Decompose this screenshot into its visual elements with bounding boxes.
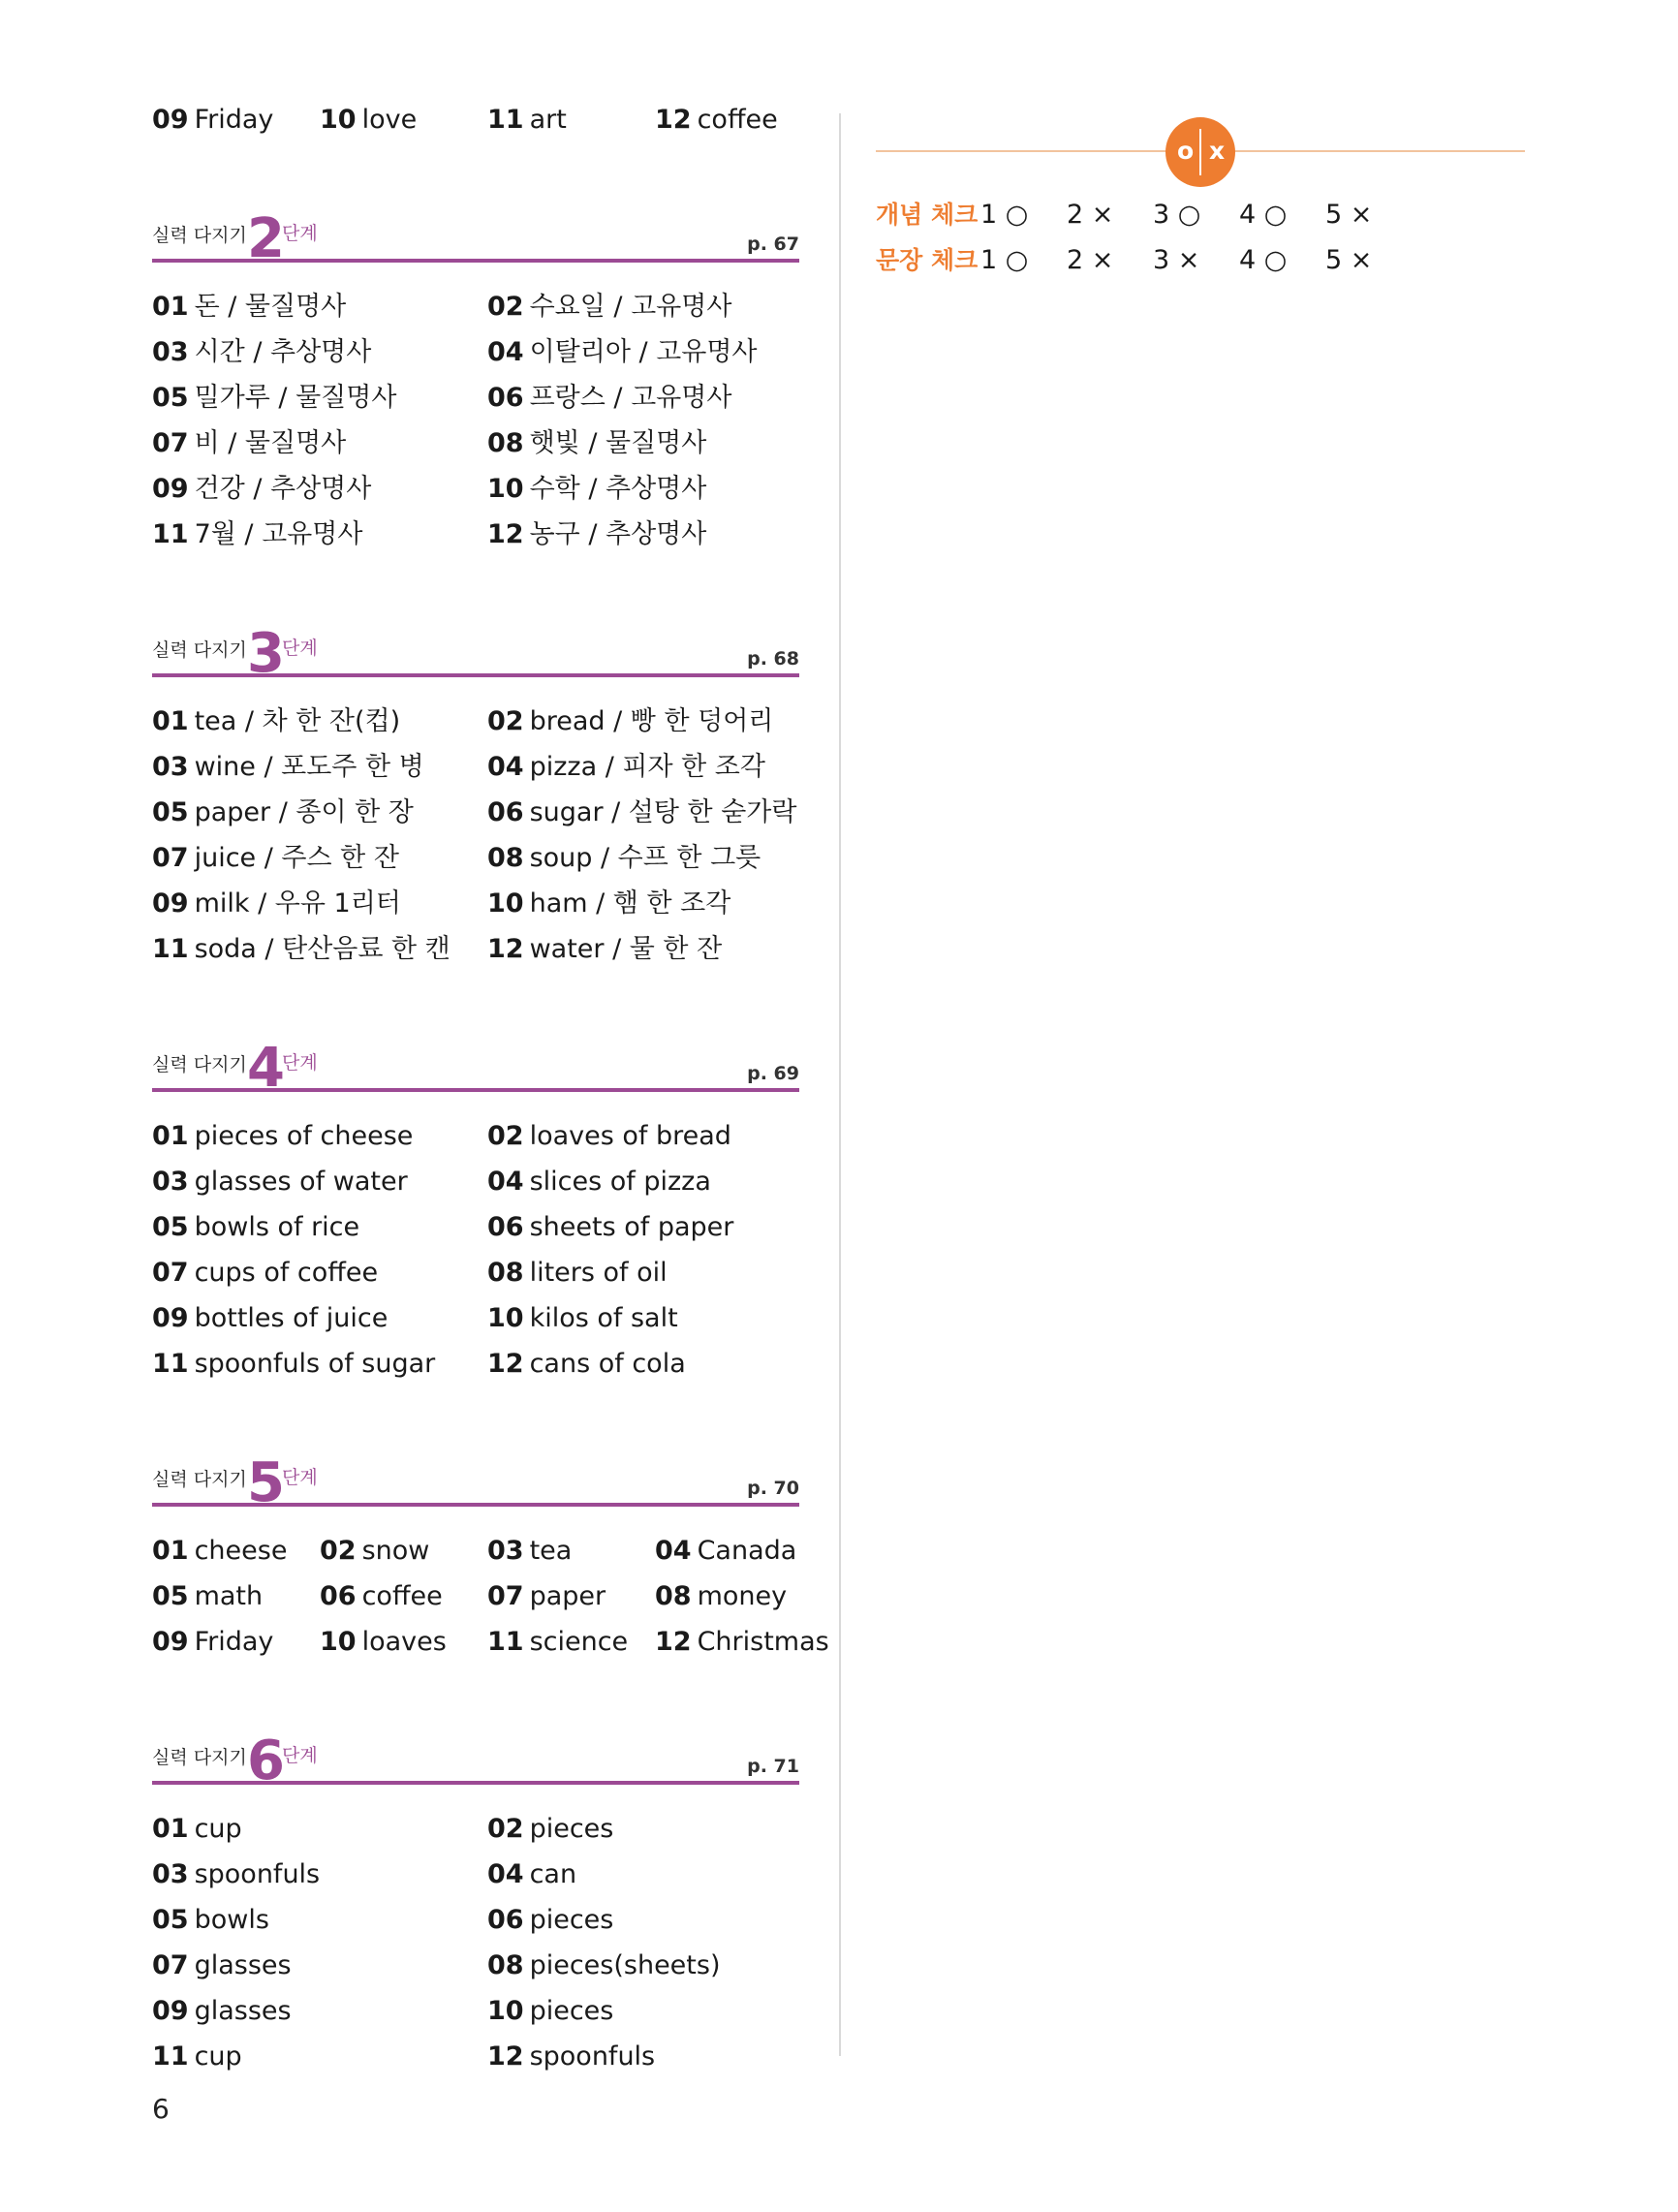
check-answer: 5 × bbox=[1325, 245, 1373, 275]
section-stage-number: 6 bbox=[247, 1729, 285, 1792]
answer-item: 12 water / 물 한 잔 bbox=[487, 934, 723, 964]
answer-item: 07 juice / 주스 한 잔 bbox=[152, 843, 399, 873]
section-unit: 단계 bbox=[282, 223, 318, 244]
answer-item: 09 Friday bbox=[152, 105, 274, 135]
answer-item: 12 coffee bbox=[655, 105, 778, 135]
answer-item: 07 비 / 물질명사 bbox=[152, 428, 347, 458]
ox-o-label: o bbox=[1177, 137, 1195, 165]
ox-divider bbox=[1199, 129, 1201, 175]
answer-item: 06 sugar / 설탕 한 숟가락 bbox=[487, 797, 797, 827]
section-unit: 단계 bbox=[282, 1052, 318, 1074]
answer-item: 10 ham / 햄 한 조각 bbox=[487, 888, 731, 919]
answer-item: 12 농구 / 추상명사 bbox=[487, 519, 707, 549]
section-label: 실력 다지기 bbox=[152, 639, 247, 661]
section-stage-number: 2 bbox=[247, 207, 285, 270]
section-header bbox=[152, 613, 799, 685]
section-answers bbox=[152, 1528, 829, 1665]
section-stage-number: 5 bbox=[247, 1451, 285, 1514]
check-answer: 2 × bbox=[1067, 200, 1114, 230]
check-answer: 2 × bbox=[1067, 245, 1114, 275]
answer-item: 07 glasses bbox=[152, 1950, 292, 1980]
answer-item: 08 liters of oil bbox=[487, 1258, 668, 1288]
check-answer: 3 ○ bbox=[1153, 200, 1201, 230]
check-answer: 5 × bbox=[1325, 200, 1373, 230]
column-divider bbox=[839, 113, 841, 2056]
section-header bbox=[152, 1721, 799, 1792]
section-label: 실력 다지기 bbox=[152, 1054, 247, 1075]
check-answer: 4 ○ bbox=[1239, 200, 1288, 230]
answer-item: 08 햇빛 / 물질명사 bbox=[487, 428, 707, 458]
top-answer-row bbox=[152, 97, 799, 142]
sentence-check-row bbox=[876, 238, 1412, 283]
answer-item: 08 soup / 수프 한 그릇 bbox=[487, 843, 761, 873]
section-header bbox=[152, 1028, 799, 1100]
section-label: 실력 다지기 bbox=[152, 1469, 247, 1490]
answer-item: 09 milk / 우유 1리터 bbox=[152, 888, 401, 919]
answer-item: 06 sheets of paper bbox=[487, 1212, 734, 1242]
answer-item: 01 tea / 차 한 잔(컵) bbox=[152, 706, 401, 736]
section-answers bbox=[152, 284, 799, 557]
page-number: 6 bbox=[152, 2093, 170, 2125]
check-label: 문장 체크 bbox=[876, 246, 979, 274]
answer-item: 06 coffee bbox=[320, 1581, 443, 1611]
section-stage-3 bbox=[152, 613, 799, 972]
check-answer: 1 ○ bbox=[980, 200, 1029, 230]
answer-item: 01 pieces of cheese bbox=[152, 1121, 414, 1151]
answer-item: 12 spoonfuls bbox=[487, 2041, 656, 2072]
section-label: 실력 다지기 bbox=[152, 1747, 247, 1768]
section-answers bbox=[152, 1113, 799, 1386]
ox-x-label: x bbox=[1209, 137, 1226, 165]
answer-column-left bbox=[152, 97, 829, 2079]
answer-item: 05 paper / 종이 한 장 bbox=[152, 797, 414, 827]
section-page-ref: p. 71 bbox=[747, 1756, 799, 1777]
answer-item: 04 pizza / 피자 한 조각 bbox=[487, 752, 765, 782]
answer-item: 09 건강 / 추상명사 bbox=[152, 474, 372, 504]
section-stage-4 bbox=[152, 1028, 799, 1386]
answer-item: 05 밀가루 / 물질명사 bbox=[152, 383, 397, 413]
answer-item: 03 glasses of water bbox=[152, 1167, 408, 1197]
check-answer: 4 ○ bbox=[1239, 245, 1288, 275]
answer-item: 02 snow bbox=[320, 1536, 430, 1566]
answer-item: 04 slices of pizza bbox=[487, 1167, 711, 1197]
answer-item: 09 Friday bbox=[152, 1627, 274, 1657]
answer-item: 02 loaves of bread bbox=[487, 1121, 731, 1151]
answer-item: 04 이탈리아 / 고유명사 bbox=[487, 337, 758, 367]
answer-item: 07 cups of coffee bbox=[152, 1258, 379, 1288]
answer-item: 10 love bbox=[320, 105, 418, 135]
answer-item: 05 bowls of rice bbox=[152, 1212, 360, 1242]
answer-item: 08 money bbox=[655, 1581, 788, 1611]
section-unit: 단계 bbox=[282, 638, 318, 659]
answer-item: 10 kilos of salt bbox=[487, 1303, 678, 1333]
section-header bbox=[152, 1443, 799, 1514]
answer-item: 12 Christmas bbox=[655, 1627, 829, 1657]
answer-item: 09 glasses bbox=[152, 1996, 292, 2026]
answer-item: 11 soda / 탄산음료 한 캔 bbox=[152, 934, 451, 964]
answer-item: 12 cans of cola bbox=[487, 1349, 686, 1379]
section-answers bbox=[152, 1806, 799, 2079]
answer-item: 11 cup bbox=[152, 2041, 242, 2072]
answer-item: 03 spoonfuls bbox=[152, 1859, 321, 1889]
answer-item: 03 tea bbox=[487, 1536, 573, 1566]
answer-item: 04 Canada bbox=[655, 1536, 797, 1566]
check-answer: 1 ○ bbox=[980, 245, 1029, 275]
check-answer: 3 × bbox=[1153, 245, 1200, 275]
answer-item: 05 bowls bbox=[152, 1905, 269, 1935]
answer-item: 09 bottles of juice bbox=[152, 1303, 388, 1333]
section-page-ref: p. 70 bbox=[747, 1478, 799, 1499]
answer-item: 11 science bbox=[487, 1627, 629, 1657]
section-unit: 단계 bbox=[282, 1745, 318, 1766]
section-page-ref: p. 68 bbox=[747, 648, 799, 670]
section-page-ref: p. 69 bbox=[747, 1063, 799, 1084]
answer-item: 05 math bbox=[152, 1581, 264, 1611]
section-stage-2 bbox=[152, 199, 799, 557]
section-page-ref: p. 67 bbox=[747, 234, 799, 255]
section-stage-number: 4 bbox=[247, 1037, 285, 1100]
answer-item: 10 수학 / 추상명사 bbox=[487, 474, 707, 504]
concept-check-row bbox=[876, 193, 1412, 237]
answer-item: 01 돈 / 물질명사 bbox=[152, 292, 347, 322]
section-label: 실력 다지기 bbox=[152, 225, 247, 246]
answer-item: 02 수요일 / 고유명사 bbox=[487, 292, 732, 322]
answer-item: 10 loaves bbox=[320, 1627, 447, 1657]
answer-item: 01 cheese bbox=[152, 1536, 288, 1566]
answer-item: 02 pieces bbox=[487, 1814, 614, 1844]
answer-item: 11 art bbox=[487, 105, 567, 135]
section-answers bbox=[152, 699, 799, 972]
answer-item: 11 spoonfuls of sugar bbox=[152, 1349, 436, 1379]
section-stage-6 bbox=[152, 1721, 799, 2079]
answer-item: 10 pieces bbox=[487, 1996, 614, 2026]
answer-item: 07 paper bbox=[487, 1581, 606, 1611]
answer-item: 11 7월 / 고유명사 bbox=[152, 519, 363, 549]
answer-item: 08 pieces(sheets) bbox=[487, 1950, 721, 1980]
section-unit: 단계 bbox=[282, 1467, 318, 1488]
answer-item: 06 프랑스 / 고유명사 bbox=[487, 383, 732, 413]
check-label: 개념 체크 bbox=[876, 201, 979, 229]
answer-item: 02 bread / 빵 한 덩어리 bbox=[487, 706, 774, 736]
answer-item: 03 wine / 포도주 한 병 bbox=[152, 752, 424, 782]
section-stage-5 bbox=[152, 1443, 829, 1665]
answer-item: 01 cup bbox=[152, 1814, 242, 1844]
section-header bbox=[152, 199, 799, 270]
answer-item: 03 시간 / 추상명사 bbox=[152, 337, 372, 367]
answer-item: 04 can bbox=[487, 1859, 577, 1889]
section-stage-number: 3 bbox=[247, 622, 285, 685]
ox-badge-icon bbox=[1165, 117, 1235, 187]
answer-item: 06 pieces bbox=[487, 1905, 614, 1935]
